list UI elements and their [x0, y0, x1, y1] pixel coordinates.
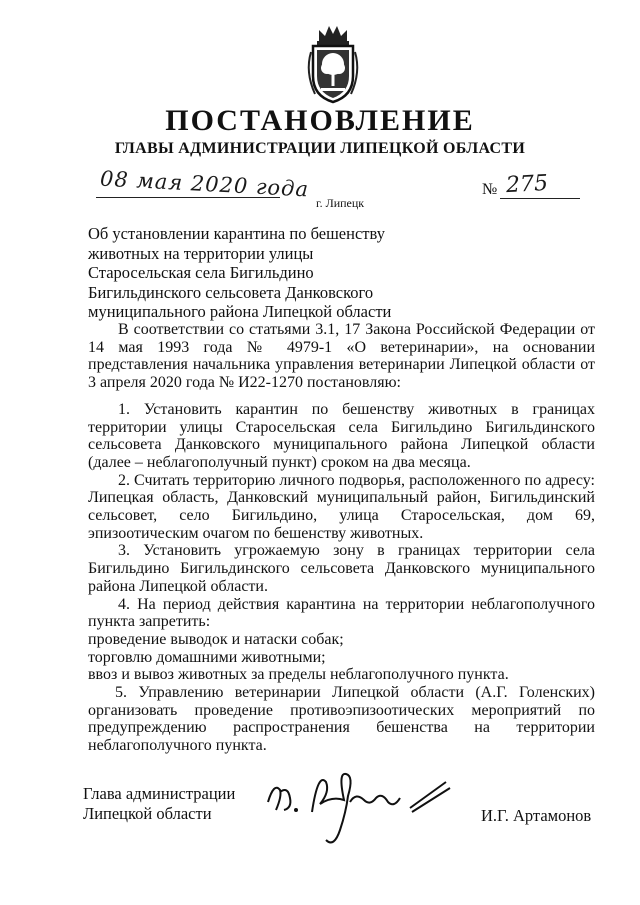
- subject-line: Старосельская села Бигильдино: [88, 263, 314, 282]
- number-underline: [500, 198, 580, 199]
- handwritten-number: 275: [505, 170, 549, 199]
- coat-of-arms-emblem: [297, 22, 369, 106]
- subject-line: Бигильдинского сельсовета Данковского: [88, 282, 374, 302]
- item-4-sub-2: торговлю домашними животными;: [88, 648, 326, 666]
- position-line-2: Липецкой области: [83, 804, 212, 823]
- signatory-position: [83, 784, 235, 824]
- preamble-paragraph: В соответствии со статьями 3.1, 17 Закона Российской Федерации от 14 мая 1993 года № 4979-1 «О ветеринарии», на основании представления начальника управления ветеринарии Липецкой области от 3 апреля 2020 года № И22-1270 постановляю:: [88, 321, 595, 392]
- subject-line: животных на территории улицы: [88, 243, 314, 263]
- item-2-paragraph: 2. Считать территорию личного подворья, расположенного по адресу: Липецкая область, Данковский муниципальный район, Бигильдинский сельсовет, село Бигильдино, улица Старосельская, дом 69, эпизоотическим очагом по бешенству животных.: [88, 471, 595, 542]
- document-title: ПОСТАНОВЛЕНИЕ: [165, 104, 475, 137]
- position-line-1: Глава администрации: [83, 784, 236, 803]
- signature-icon: [260, 752, 460, 850]
- document-subject: [88, 224, 391, 322]
- item-3-paragraph: 3. Установить угрожаемую зону в границах территории села Бигильдино Бигильдинского сельсовета Данковского муниципального района Липецкой области.: [88, 542, 595, 595]
- date-underline: [96, 197, 280, 198]
- subject-line: муниципального района Липецкой области: [88, 302, 392, 321]
- handwritten-date: 08 мая 2020 года: [99, 166, 310, 202]
- subject-line: Об установлении карантина по бешенству: [88, 224, 385, 243]
- item-5-paragraph: 5. Управлению ветеринарии Липецкой области (А.Г. Голенских) организовать проведение противоэпизоотических мероприятий по предупреждению распространения бешенства на территории неблагополучного пункта.: [88, 684, 595, 755]
- document-subtitle: ГЛАВЫ АДМИНИСТРАЦИИ ЛИПЕЦКОЙ ОБЛАСТИ: [114, 140, 526, 157]
- signatory-name: И.Г. Артамонов: [481, 806, 592, 825]
- lipetsk-coat-of-arms-icon: [297, 22, 369, 106]
- number-sign: №: [482, 181, 498, 198]
- handwritten-signature: [260, 752, 460, 850]
- document-body: [88, 321, 595, 755]
- item-4-sub-3: ввоз и вывоз животных за пределы неблагополучного пункта.: [88, 666, 509, 684]
- city-label: г. Липецк: [316, 196, 365, 210]
- item-1-paragraph: 1. Установить карантин по бешенству животных в границах территории улицы Старосельская села Бигильдино Бигильдинского сельсовета Данковского муниципального района Липецкой области (далее – неблагополучный пункт) сроком на два месяца.: [88, 400, 595, 471]
- item-4-sub-1: проведение выводок и натаски собак;: [88, 630, 344, 648]
- item-4-paragraph: 4. На период действия карантина на территории неблагополучного пункта запретить:: [88, 595, 595, 631]
